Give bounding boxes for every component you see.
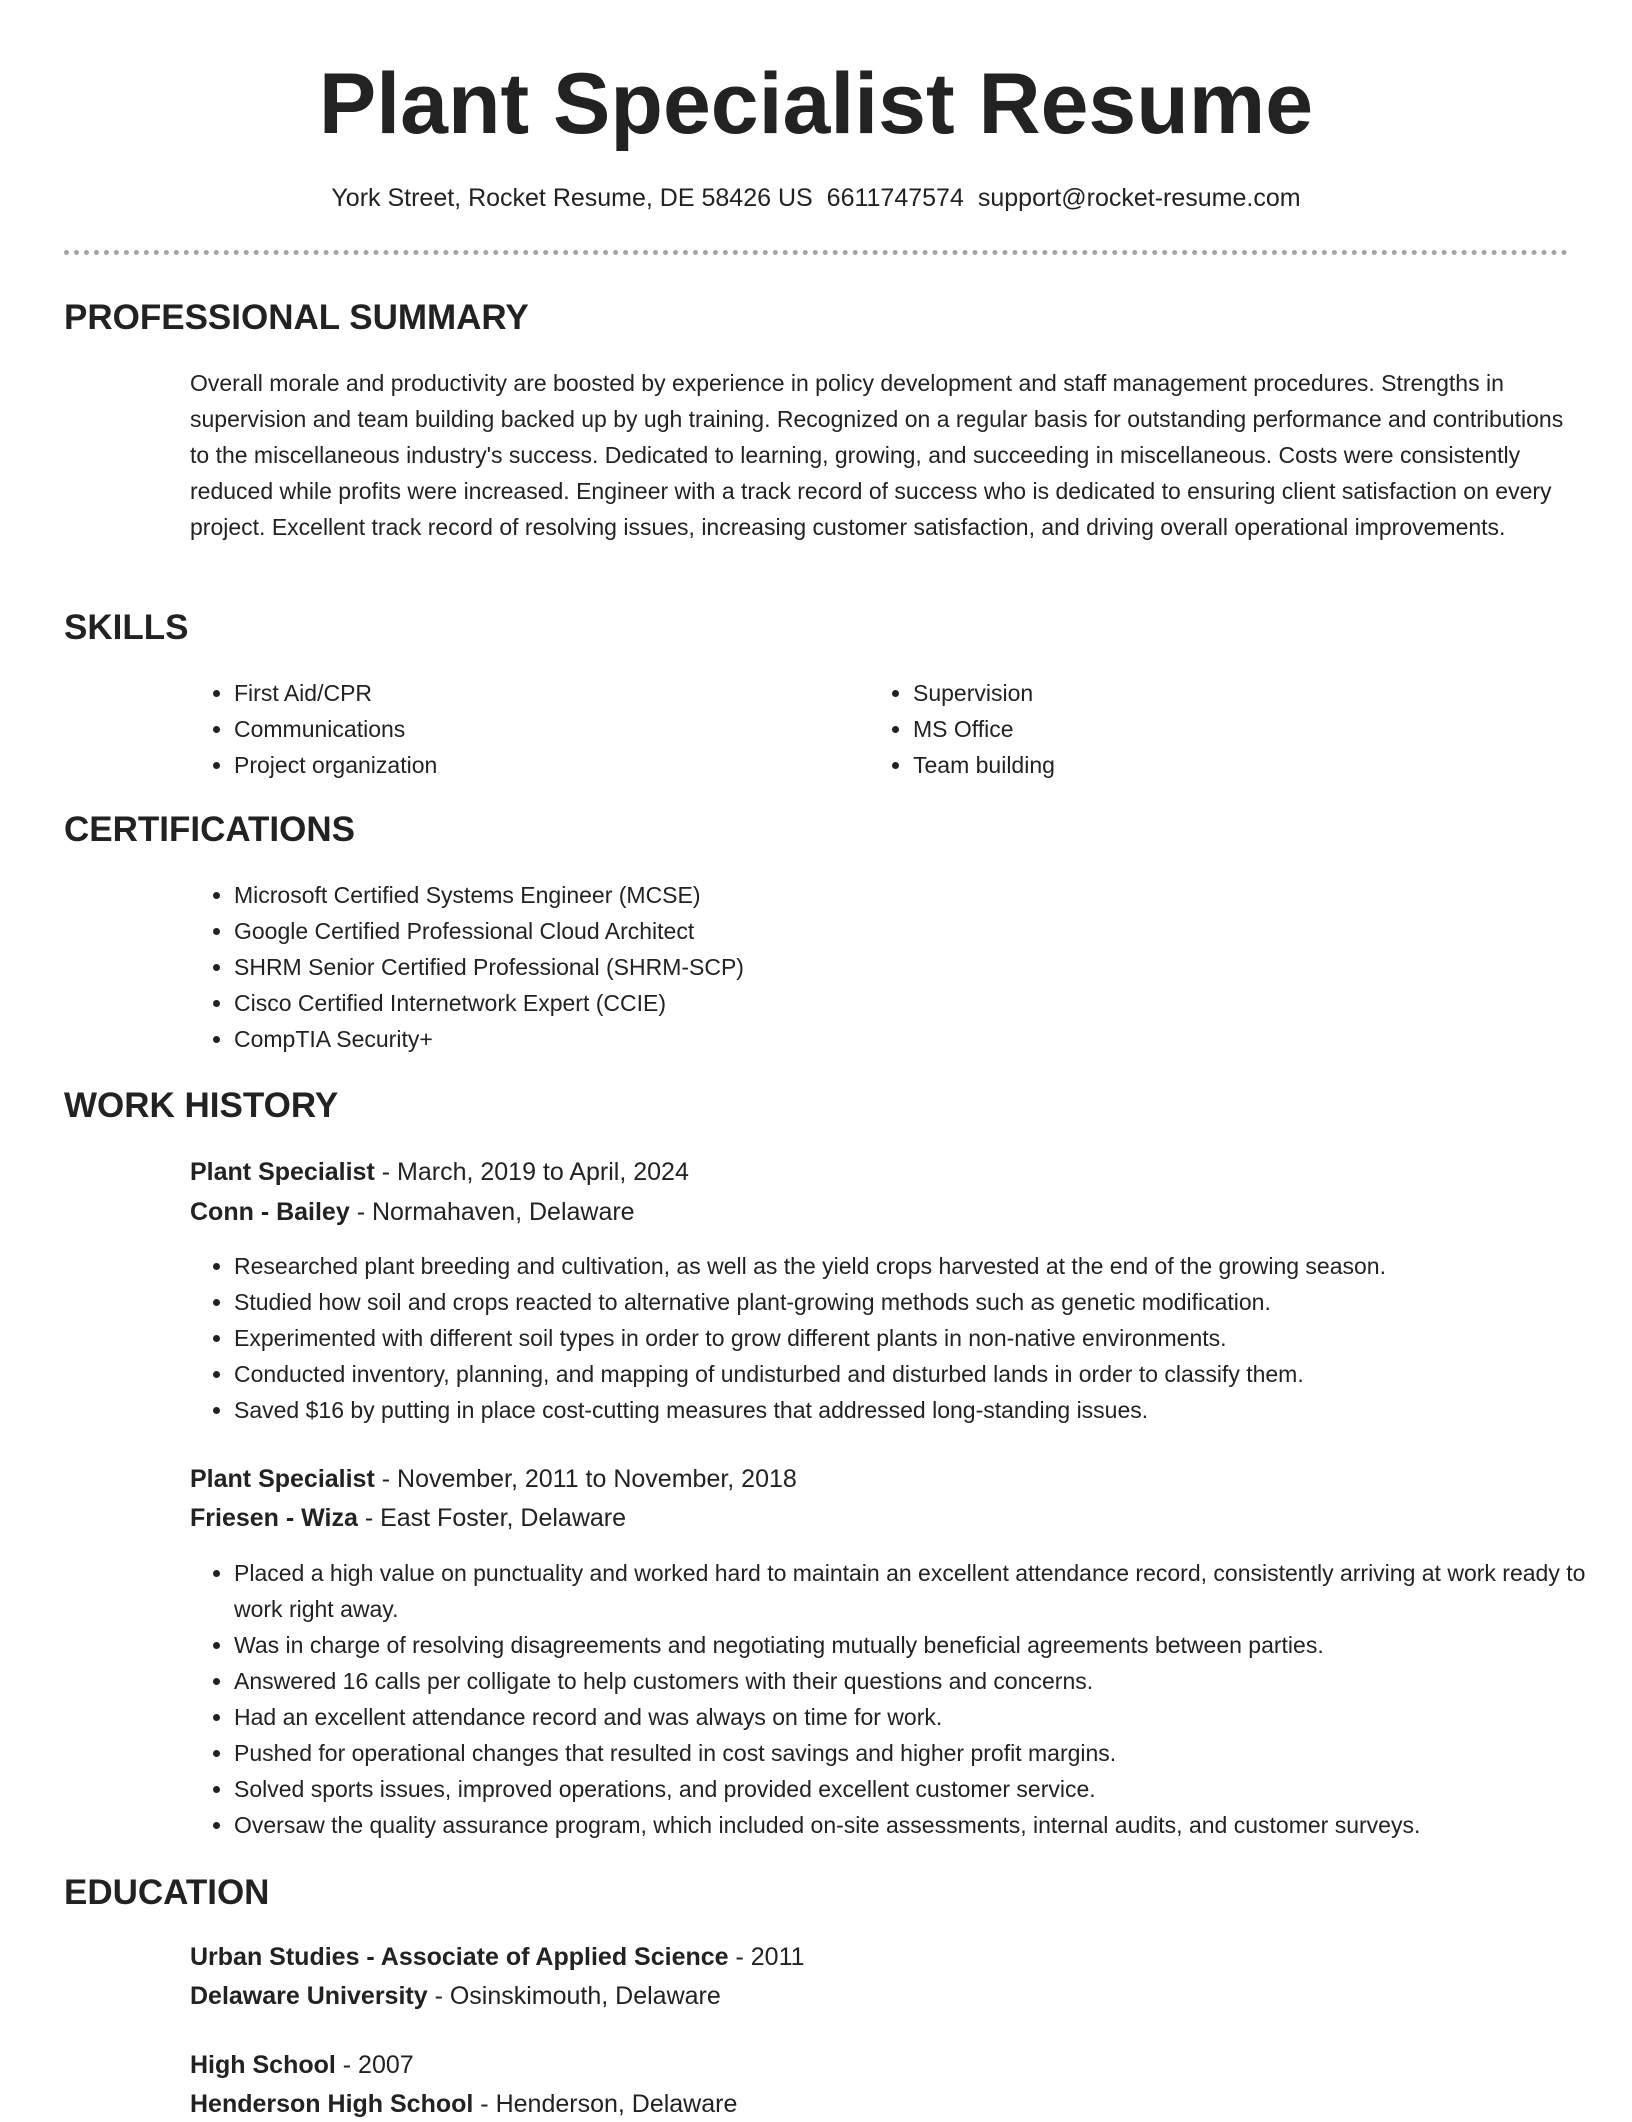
job-company: Friesen - Wiza <box>190 1504 358 1532</box>
certification-item: • SHRM Senior Certified Professional (SHRM-SCP) <box>234 949 1574 985</box>
job-dates: - March, 2019 to April, 2024 <box>374 1158 689 1186</box>
skill-item: • MS Office <box>913 711 1533 747</box>
job-bullets <box>190 1248 1594 1428</box>
job-bullet: • Experimented with different soil types in order to grow different plants in non-native environments. <box>234 1320 1594 1356</box>
job-company-line <box>190 1194 635 1230</box>
job-location: - East Foster, Delaware <box>357 1504 627 1532</box>
job-title-line <box>190 1461 797 1497</box>
contact-email: support@rocket-resume.com <box>977 184 1301 212</box>
job-bullet: • Saved $16 by putting in place cost-cutting measures that addressed long-standing issues. <box>234 1392 1594 1428</box>
skills-list-left <box>190 675 854 783</box>
education-degree-line <box>190 1939 805 1975</box>
education-degree: High School <box>190 2051 336 2079</box>
skill-item: • Project organization <box>234 747 854 783</box>
education-school-line <box>190 1978 721 2014</box>
work-heading: WORK HISTORY <box>64 1086 339 1125</box>
certifications-heading: CERTIFICATIONS <box>64 810 356 849</box>
summary-text: Overall morale and productivity are boosted by experience in policy development and staff management procedures. Strengths in supervision and team building backed up by ugh training. Recognized on a regular basis for outstanding performance and contributions to the miscellaneous industry's success. Dedicated to learning, growing, and succeeding in miscellaneous. Costs were consistently reduced while profits were increased. Engineer with a track record of success who is dedicated to ensuring client satisfaction on every project. Excellent track record of resolving issues, increasing customer satisfaction, and driving overall operational improvements. <box>190 370 1564 540</box>
skills-list-right <box>869 675 1533 783</box>
summary-heading: PROFESSIONAL SUMMARY <box>64 298 529 337</box>
skill-item: • Team building <box>913 747 1533 783</box>
job-bullet: • Had an excellent attendance record and was always on time for work. <box>234 1699 1594 1735</box>
job-bullet: • Oversaw the quality assurance program, which included on-site assessments, internal audits, and customer surveys. <box>234 1807 1594 1843</box>
job-bullet: • Placed a high value on punctuality and worked hard to maintain an excellent attendance record, consistently arriving at work ready to work right away. <box>234 1555 1594 1627</box>
education-school: Henderson High School <box>190 2090 474 2118</box>
certification-item: • Google Certified Professional Cloud Architect <box>234 913 1574 949</box>
contact-address: York Street, Rocket Resume, DE 58426 US <box>331 184 813 212</box>
certification-item: • Microsoft Certified Systems Engineer (MCSE) <box>234 877 1574 913</box>
education-school-line <box>190 2086 737 2122</box>
job-location: - Normahaven, Delaware <box>349 1198 635 1226</box>
job-bullet: • Studied how soil and crops reacted to alternative plant-growing methods such as genetic modification. <box>234 1284 1594 1320</box>
header-divider <box>64 250 1568 255</box>
skill-item: • Supervision <box>913 675 1533 711</box>
skills-heading: SKILLS <box>64 608 189 647</box>
certification-item: • Cisco Certified Internetwork Expert (CCIE) <box>234 985 1574 1021</box>
certifications-list <box>190 877 1574 1057</box>
education-degree-line <box>190 2047 414 2083</box>
job-bullet: • Was in charge of resolving disagreements and negotiating mutually beneficial agreements between parties. <box>234 1627 1594 1663</box>
certification-item: • CompTIA Security+ <box>234 1021 1574 1057</box>
education-location: - Henderson, Delaware <box>473 2090 738 2118</box>
job-title-line <box>190 1154 689 1190</box>
contact-phone: 6611747574 <box>826 184 964 212</box>
skill-item: • Communications <box>234 711 854 747</box>
job-bullet: • Pushed for operational changes that resulted in cost savings and higher profit margins. <box>234 1735 1594 1771</box>
job-bullet: • Solved sports issues, improved operations, and provided excellent customer service. <box>234 1771 1594 1807</box>
resume-title: Plant Specialist Resume <box>318 56 1314 152</box>
job-bullet: • Researched plant breeding and cultivation, as well as the yield crops harvested at the end of the growing season. <box>234 1248 1594 1284</box>
job-title: Plant Specialist <box>190 1465 375 1493</box>
education-year: - 2011 <box>728 1943 805 1971</box>
education-location: - Osinskimouth, Delaware <box>427 1982 721 2010</box>
job-bullet: • Conducted inventory, planning, and mapping of undisturbed and disturbed lands in order to classify them. <box>234 1356 1594 1392</box>
job-company-line <box>190 1500 626 1536</box>
job-bullet: • Answered 16 calls per colligate to help customers with their questions and concerns. <box>234 1663 1594 1699</box>
job-bullets <box>190 1555 1594 1843</box>
skill-item: • First Aid/CPR <box>234 675 854 711</box>
education-school: Delaware University <box>190 1982 428 2010</box>
contact-line <box>0 180 1632 216</box>
education-heading: EDUCATION <box>64 1873 270 1912</box>
education-degree: Urban Studies - Associate of Applied Science <box>190 1943 729 1971</box>
education-year: - 2007 <box>335 2051 414 2079</box>
job-dates: - November, 2011 to November, 2018 <box>374 1465 797 1493</box>
job-title: Plant Specialist <box>190 1158 375 1186</box>
job-company: Conn - Bailey <box>190 1198 350 1226</box>
